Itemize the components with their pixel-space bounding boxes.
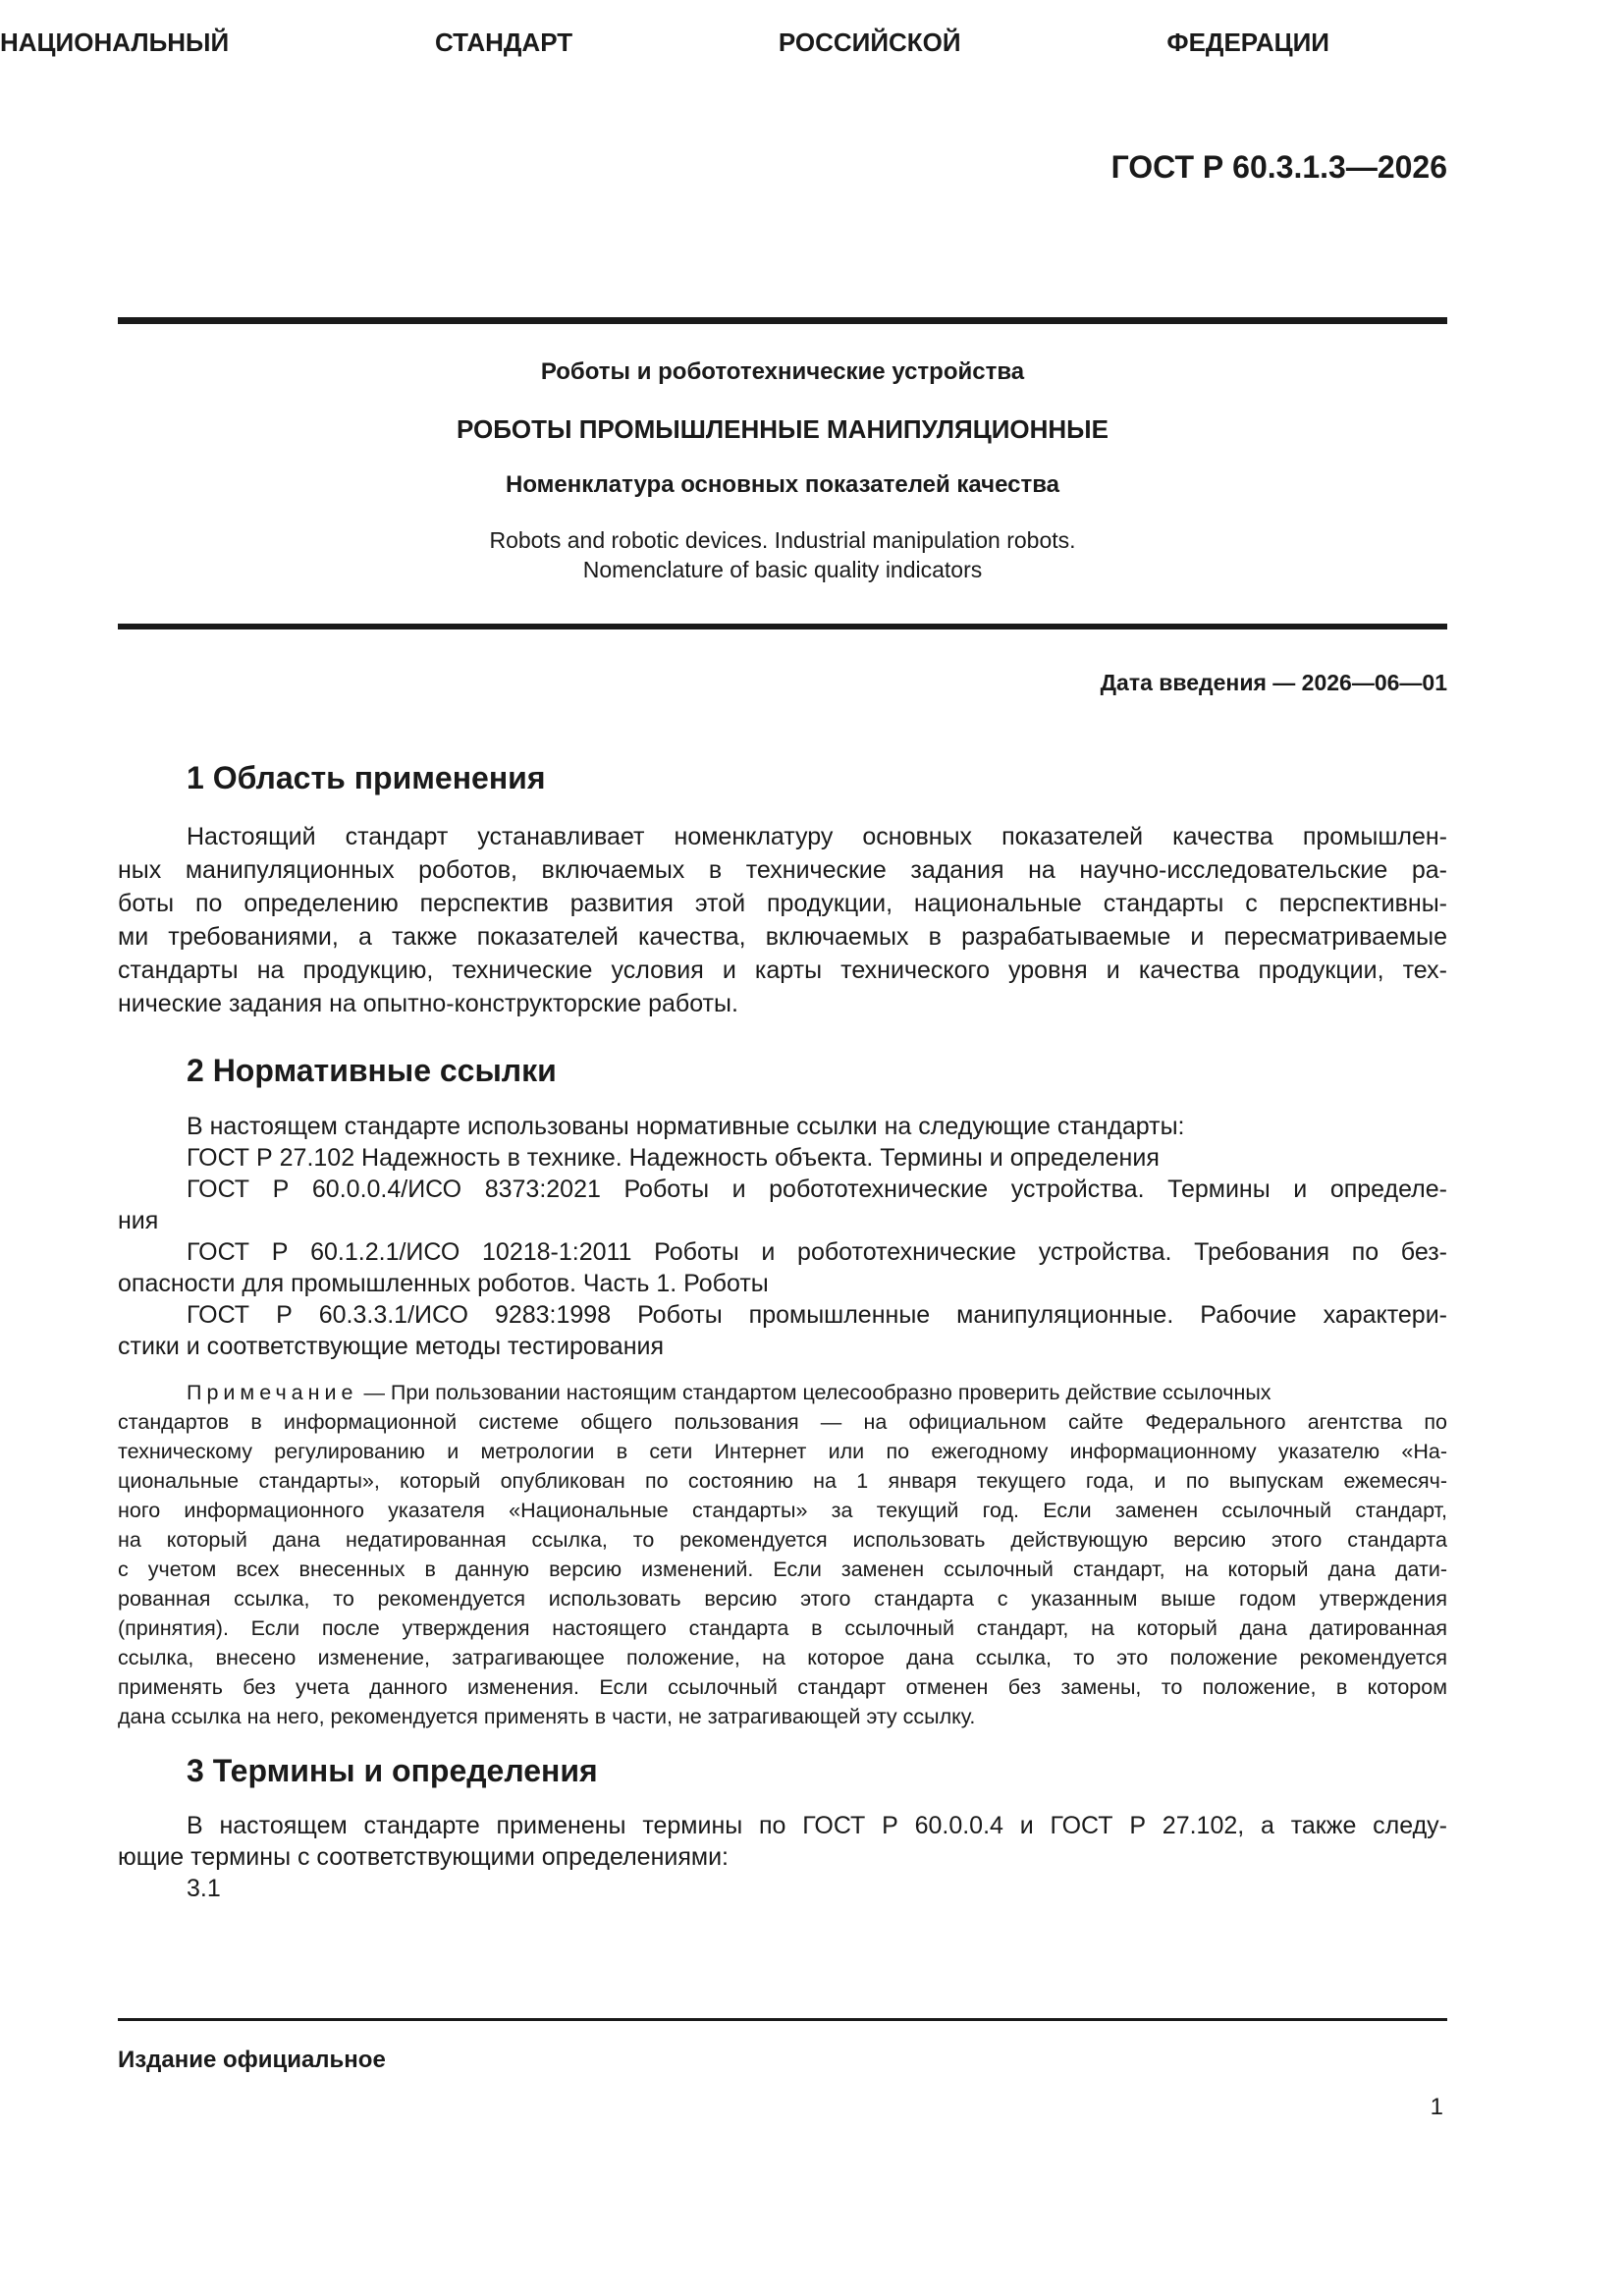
section-1-line: стандарты на продукцию, технические условия и карты технического уровня и качества продукции, тех-: [118, 957, 1447, 984]
note-line: стандартов в информационной системе общего пользования — на официальном сайте Федерального агентства по: [118, 1410, 1447, 1434]
edition-label: Издание официальное: [118, 2047, 386, 2073]
note-line: циональные стандарты», который опубликован по состоянию на 1 января текущего года, и по выпускам ежемесяч-: [118, 1469, 1447, 1493]
introduction-date: Дата введения — 2026—06—01: [1100, 670, 1447, 695]
section-1-line: нические задания на опытно-конструкторские работы.: [118, 990, 738, 1017]
header-thick-rule: [118, 317, 1447, 324]
section-1-line: Настоящий стандарт устанавливает номенклатуру основных показателей качества промышлен-: [187, 823, 1447, 850]
reference-item-continuation: ния: [118, 1207, 159, 1234]
reference-item: ГОСТ Р 60.1.2.1/ИСО 10218-1:2011 Роботы и робототехнические устройства. Требования по без-: [187, 1238, 1447, 1266]
footer-rule: [118, 2018, 1447, 2021]
section-1-line: боты по определению перспектив развития этой продукции, национальные стандарты с перспективны-: [118, 890, 1447, 917]
reference-item: ГОСТ Р 27.102 Надежность в технике. Надежность объекта. Термины и определения: [187, 1144, 1160, 1172]
title-en-line-1: Robots and robotic devices. Industrial manipulation robots.: [489, 527, 1076, 553]
section-1-line: ных манипуляционных роботов, включаемых в технические задания на научно-исследовательские ра-: [118, 856, 1447, 884]
note-line: (принятия). Если после утверждения настоящего стандарта в ссылочный стандарт, на который дана датированная: [118, 1616, 1447, 1640]
reference-item: ГОСТ Р 60.0.0.4/ИСО 8373:2021 Роботы и робототехнические устройства. Термины и определе-: [187, 1175, 1447, 1203]
reference-item-continuation: стики и соответствующие методы тестирования: [118, 1333, 665, 1360]
section-2-line: В настоящем стандарте использованы нормативные ссылки на следующие стандарты:: [187, 1113, 1185, 1140]
note-line: применять без учета данного изменения. Если ссылочный стандарт отменен без замены, то положение, в котором: [118, 1675, 1447, 1699]
title-sub: Номенклатура основных показателей качества: [505, 471, 1060, 498]
reference-item-continuation: опасности для промышленных роботов. Часть 1. Роботы: [118, 1270, 769, 1297]
note-line: с учетом всех внесенных в данную версию изменений. Если заменен ссылочный стандарт, на который дана дати-: [118, 1558, 1447, 1581]
title-en-line-2: Nomenclature of basic quality indicators: [582, 557, 983, 582]
section-3-heading: 3 Термины и определения: [187, 1753, 598, 1788]
note-line: техническому регулированию и метрологии в сети Интернет или по ежегодному информационному указателю «На-: [118, 1440, 1447, 1463]
note-line: ссылка, внесено изменение, затрагивающее положение, на которое дана ссылка, то это положение рекомендуется: [118, 1646, 1447, 1669]
standard-designation: ГОСТ Р 60.3.1.3—2026: [1110, 149, 1447, 185]
note-line: ного информационного указателя «Национальные стандарты» за текущий год. Если заменен ссылочный стандарт,: [118, 1499, 1447, 1522]
national-standard-banner: НАЦИОНАЛЬНЫЙ СТАНДАРТ РОССИЙСКОЙ ФЕДЕРАЦИИ: [0, 27, 1329, 57]
section-3-line: В настоящем стандарте применены термины по ГОСТ Р 60.0.0.4 и ГОСТ Р 27.102, а также следу-: [187, 1812, 1447, 1839]
term-number: 3.1: [187, 1875, 221, 1902]
section-1-line: ми требованиями, а также показателей качества, включаемых в разрабатываемые и пересматриваемые: [118, 923, 1447, 951]
title-group: Роботы и робототехнические устройства: [540, 358, 1025, 385]
section-1-heading: 1 Область применения: [187, 760, 546, 795]
section-3-line: ющие термины с соответствующими определениями:: [118, 1843, 729, 1871]
note-label: Примечание: [187, 1381, 358, 1404]
title-thick-rule: [118, 624, 1447, 629]
title-main: РОБОТЫ ПРОМЫШЛЕННЫЕ МАНИПУЛЯЦИОННЫЕ: [457, 414, 1109, 444]
note-first-line-text: — При пользовании настоящим стандартом целесообразно проверить действие ссылочных: [363, 1381, 1271, 1404]
page-number: 1: [1430, 2094, 1443, 2120]
reference-item: ГОСТ Р 60.3.3.1/ИСО 9283:1998 Роботы промышленные манипуляционные. Рабочие характери-: [187, 1301, 1447, 1329]
section-2-heading: 2 Нормативные ссылки: [187, 1053, 557, 1088]
note-line: на который дана недатированная ссылка, то рекомендуется использовать действующую версию этого стандарта: [118, 1528, 1447, 1552]
note-first-line: [187, 1378, 1271, 1407]
note-line: дана ссылка на него, рекомендуется применять в части, не затрагивающей эту ссылку.: [118, 1705, 976, 1728]
note-line: рованная ссылка, то рекомендуется использовать версию этого стандарта с указанным выше годом утверждения: [118, 1587, 1447, 1611]
